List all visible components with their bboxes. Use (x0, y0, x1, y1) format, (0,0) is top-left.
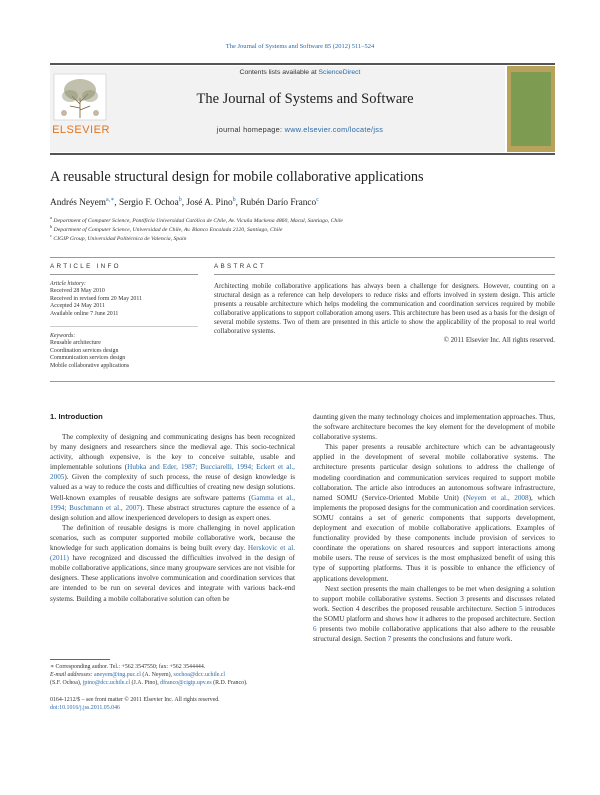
keyword-item: Reusable architecture (50, 340, 101, 346)
journal-homepage (150, 125, 450, 134)
citation-link[interactable]: Neyem et al., 2008 (465, 493, 529, 502)
history-label: Article history: (50, 281, 86, 287)
paragraph (50, 432, 295, 523)
footnote (50, 663, 295, 687)
author-affiliation-marker[interactable]: a,∗ (106, 197, 115, 203)
email-link[interactable]: aneyem@ing.puc.cl (93, 672, 141, 678)
text-run: The complexity of designing and communicating designs has been recognized by many designers and researchers since the medieval age. This socio-technical activity, although expensive, is the key to conceive suitable, usable and implementable solutions ( (50, 433, 295, 472)
affiliation-marker: b (50, 224, 53, 229)
author-name: Rubén Darío Franco (240, 198, 317, 209)
email-line (50, 679, 295, 687)
abstract-rule (214, 274, 555, 275)
article-info-rule (50, 274, 198, 275)
right-column-text (313, 412, 555, 644)
affiliation-marker: c (50, 233, 52, 238)
journal-name: The Journal of Systems and Software (196, 91, 414, 107)
author-name: Sergio F. Ochoa (118, 198, 179, 209)
copyright-notice: © 2011 Elsevier Inc. All rights reserved. (443, 337, 555, 344)
history-item: Received in revised form 20 May 2011 (50, 295, 143, 302)
section-link[interactable]: 5 (519, 604, 523, 613)
author-list: Andrés Neyem$^{a,∗}$, Sergio F. Ochoa$^b$, José A. Pino$^b$, Rubén Darío Franco$^c$ (50, 197, 319, 209)
section-link[interactable]: 7 (387, 635, 392, 644)
author-name: Andrés Neyem (50, 198, 107, 209)
homepage-link[interactable]: www.elsevier.com/locate/jss (284, 125, 384, 134)
journal-header (50, 66, 505, 152)
keywords-rule (50, 326, 198, 327)
corresponding-author: ∗ Corresponding author. Tel.: +562 3547550; fax: +562 3544444. (50, 664, 206, 670)
author-affiliation-marker[interactable]: b (232, 197, 236, 203)
text-run: This paper presents a reusable architecture which can be advantageously applied in the development of several mobile collaborative systems. The architecture presents particular design solutions to address the challenge of modeling coordination and communication services required to support mobile collaboration. The article also introduces an autonomous software infrastructure, named SOMU (Service-Oriented Mobile Unit) ( (313, 443, 555, 502)
paragraph: daunting given the many technology choices and implementation approaches. Thus, the software architecture becomes the key element for the development of mobile collaborative systems. (313, 413, 555, 442)
text-run: introduces the SOMU platform and shows how it adheres to the proposed architecture. Section (313, 604, 555, 623)
abstract-heading: ABSTRACT (214, 263, 266, 270)
journal-cover-art (511, 72, 551, 146)
affiliation-text: Department of Computer Science, Universidad de Chile, Av. Blanco Encalada 2120, Santiago, Chile (53, 226, 283, 233)
citation-link[interactable]: Hubka and Eder, 1987; Bucciarelli, 1994; Eckert et al., 2005 (50, 463, 295, 482)
text-run: ), which implements the proposed designs for the communication and coordination services. SOMU contains a set of generic components that supports development, deployment and execution of mobile collaborative applications. Examples of functionality provided by these components include provision of services to coordinate the operations on shared resources and support interactions among mobile users. The reuse of services is the most emphasized benefit of using this type of supporting platforms. Thus it is possible to enhance the efficiency of applications development. (313, 493, 555, 583)
section-rule (50, 257, 555, 258)
email-link[interactable]: sochoa@dcc.uchile.cl (173, 672, 226, 678)
email-line (50, 671, 295, 679)
text-run: The definition of reusable designs is more challenging in novel application scenarios, such as computer supported mobile collaborative work, because the knowledge for such application domains is being built every day. (50, 523, 295, 553)
text-run: ). Given the complexity of such process, the reuse of design knowledge is valued as a way to reduce the costs and difficulties of creating new design solutions. Well-known examples of reusable designs are software patterns ( (50, 473, 295, 502)
email-label: E-mail addresses: (50, 672, 94, 678)
section-heading-introduction: 1. Introduction (50, 412, 103, 421)
author-affiliation-marker[interactable]: c (316, 197, 319, 203)
elsevier-wordmark: ELSEVIER (52, 124, 110, 136)
keywords-list (50, 340, 200, 370)
affiliation-marker: a (50, 215, 52, 220)
contents-line (140, 69, 460, 76)
citation-link[interactable]: Herskovic et al. (2011) (50, 544, 295, 563)
sciencedirect-link[interactable]: ScienceDirect (318, 69, 361, 76)
paragraph (50, 523, 295, 604)
history-item: Received 28 May 2010 (50, 288, 105, 294)
author-name: José A. Pino (186, 198, 233, 209)
citation-link[interactable]: Gamma et al., 1994; Buschmann et al., 2007 (50, 493, 295, 512)
homepage-label: journal homepage: (216, 125, 285, 134)
paragraph (313, 442, 555, 583)
keywords-label: Keywords: (50, 333, 76, 339)
text-run: ). These abstract structures capture the essence of a design solution and allow inexperienced developers to design as expert ones. (50, 503, 296, 522)
keyword-item: Coordination services design (50, 347, 119, 354)
email-owner: (A. Neyem), (140, 672, 174, 678)
email-link[interactable]: dfranco@cigip.upv.es (160, 680, 212, 686)
doi-link[interactable]: doi:10.1016/j.jss.2011.05.046 (50, 705, 120, 711)
keyword-item: Mobile collaborative applications (50, 362, 130, 369)
bottom-info (50, 696, 300, 712)
text-run: presents two mobile collaborative applications that also adhere to the reusable structural design. Section (313, 624, 555, 644)
section-bottom-rule (50, 381, 555, 382)
history-list (50, 288, 200, 318)
footnote-rule (50, 659, 110, 660)
email-link[interactable]: jpino@dcc.uchile.cl (82, 680, 131, 686)
affiliation (50, 232, 555, 243)
author-affiliation-marker[interactable]: b (178, 197, 182, 203)
keyword-item: Communication services design (50, 355, 126, 361)
contents-prefix: Contents lists available at (239, 69, 319, 76)
text-run: presents the conclusions and future work. (391, 635, 513, 644)
text-run: Next section presents the main challenges to be met when designing a solution to support mobile collaborative systems. Section 3 presents and discusses related work. Section 4 describes the proposed reusable architecture. Section (313, 584, 555, 613)
history-item: Accepted 24 May 2011 (50, 303, 105, 309)
affiliation-text: CIGIP Group, Universidad Politécnica de Valencia, Spain (53, 235, 187, 242)
left-column-text (50, 432, 295, 604)
history-item: Available online 7 June 2011 (50, 310, 119, 317)
email-owner: (S.F. Ochoa), (50, 680, 83, 686)
abstract-text: Architecting mobile collaborative applications has always been a challenge for designers. However, counting on a structural design as a reference can help developers to reduce risks and efforts involved in system design. This article presents a reusable architecture which helps modeling the communication and coordination services required by mobile collaborative applications to support collaboration among users. This architecture has been used as a basis for the design of several mobile systems. Two of them are presented in this article to show the applicability of the proposal to real world collaborative systems. (214, 283, 555, 335)
email-owner: (J.A. Pino), (130, 680, 161, 686)
section-link[interactable]: 6 (313, 624, 317, 633)
article-title: A reusable structural design for mobile collaborative applications (50, 169, 424, 185)
affiliation-text: Department of Computer Science, Pontificia Universidad Católica de Chile, Av. Vicuña Mackena 4860, Macul, Santiago, Chile (53, 217, 343, 224)
issn-line: 0164-1212/$ – see front matter © 2011 Elsevier Inc. All rights reserved. (50, 697, 220, 703)
email-owner: (R.D. Franco). (211, 680, 248, 686)
paragraph (313, 584, 555, 645)
header-bottom-rule (50, 153, 555, 155)
journal-reference[interactable]: The Journal of Systems and Software 85 (2012) 511–524 (225, 43, 375, 50)
article-info-heading: ARTICLE INFO (50, 263, 121, 270)
text-run: have recognized and discussed the difficulties involved in the design of mobile collaborative applications, since many groupware services are not visible for designers. These applications involve communication and coordination services that are intended to be run on several devices and integrate with various back-end systems. Building a mobile collaborative solution can often be (50, 554, 295, 603)
header-top-rule (50, 63, 555, 65)
